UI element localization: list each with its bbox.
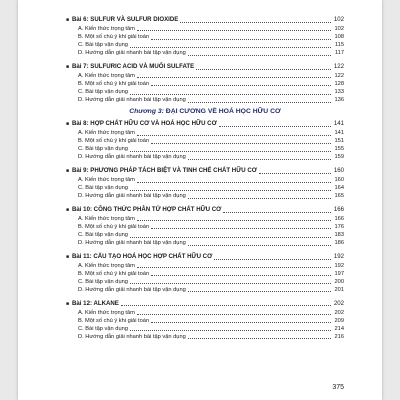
item-label: A. Kiến thức trọng tâm bbox=[78, 72, 135, 79]
item-page: 200 bbox=[334, 278, 344, 285]
toc-item bbox=[66, 96, 344, 104]
dot-leader bbox=[188, 338, 331, 339]
toc-lesson-11 bbox=[66, 253, 344, 261]
toc-item bbox=[66, 317, 344, 325]
item-label: B. Một số chú ý khi giải toán bbox=[78, 34, 150, 41]
dot-leader bbox=[130, 94, 331, 95]
item-page: 176 bbox=[334, 223, 344, 230]
square-bullet-icon: ■ bbox=[66, 121, 70, 128]
item-label: C. Bài tập vận dụng bbox=[78, 278, 128, 285]
item-page: 214 bbox=[334, 325, 344, 332]
dot-leader bbox=[196, 69, 331, 70]
toc-item bbox=[66, 325, 344, 333]
dot-leader bbox=[137, 135, 331, 136]
item-label: C. Bài tập vận dụng bbox=[78, 232, 128, 239]
item-page: 108 bbox=[334, 34, 344, 41]
item-label: D. Hướng dẫn giải nhanh bài tập vận dụng bbox=[78, 286, 186, 293]
chapter-prefix: Chương 3: bbox=[129, 108, 164, 116]
lesson-title: Bài 11: CẤU TẠO HOÁ HỌC HỢP CHẤT HỮU CƠ bbox=[72, 252, 213, 260]
toc-item bbox=[66, 278, 344, 286]
toc-item bbox=[66, 49, 344, 57]
item-label: B. Một số chú ý khi giải toán bbox=[78, 270, 150, 277]
toc-lesson-7 bbox=[66, 63, 344, 71]
lesson-page: 166 bbox=[333, 205, 344, 213]
chapter-title: ĐẠI CƯƠNG VỀ HOÁ HỌC HỮU CƠ bbox=[165, 108, 281, 116]
square-bullet-icon: ■ bbox=[66, 63, 70, 70]
item-page: 160 bbox=[334, 177, 344, 184]
item-label: C. Bài tập vận dụng bbox=[78, 89, 128, 96]
lesson-page: 202 bbox=[333, 299, 344, 307]
item-page: 155 bbox=[334, 146, 344, 153]
item-page: 133 bbox=[334, 89, 344, 96]
toc-item bbox=[66, 215, 344, 223]
toc-item bbox=[66, 88, 344, 96]
dot-leader bbox=[130, 190, 331, 191]
dot-leader bbox=[121, 305, 331, 306]
dot-leader bbox=[188, 245, 331, 246]
dot-leader bbox=[151, 85, 331, 86]
dot-leader bbox=[137, 77, 331, 78]
item-label: B. Một số chú ý khi giải toán bbox=[78, 317, 150, 324]
lesson-title: Bài 12: ALKANE bbox=[72, 299, 119, 307]
item-page: 186 bbox=[334, 240, 344, 247]
item-page: 159 bbox=[334, 154, 344, 161]
lesson-title: Bài 6: SULFUR VÀ SULFUR DIOXIDE bbox=[72, 15, 179, 23]
dot-leader bbox=[130, 330, 331, 331]
item-label: C. Bài tập vận dụng bbox=[78, 146, 128, 153]
toc-item bbox=[66, 153, 344, 161]
item-label: A. Kiến thức trọng tâm bbox=[78, 262, 135, 269]
dot-leader bbox=[137, 314, 331, 315]
item-label: B. Một số chú ý khi giải toán bbox=[78, 138, 150, 145]
square-bullet-icon: ■ bbox=[66, 16, 70, 23]
toc-item bbox=[66, 286, 344, 294]
item-page: 216 bbox=[334, 333, 344, 340]
lesson-page: 141 bbox=[333, 120, 344, 128]
toc-item bbox=[66, 262, 344, 270]
lesson-title: Bài 7: SULFURIC ACID VÀ MUỐI SULFATE bbox=[72, 62, 195, 70]
item-label: D. Hướng dẫn giải nhanh bài tập vận dụng bbox=[78, 97, 186, 104]
square-bullet-icon: ■ bbox=[66, 300, 70, 307]
item-page: 166 bbox=[334, 215, 344, 222]
toc-lesson-6 bbox=[66, 16, 344, 24]
toc-item bbox=[66, 145, 344, 153]
dot-leader bbox=[130, 47, 331, 48]
item-page: 128 bbox=[334, 80, 344, 87]
toc-lesson-10 bbox=[66, 206, 344, 214]
lesson-title: Bài 8: HỢP CHẤT HỮU CƠ VÀ HOÁ HỌC HỮU CƠ bbox=[72, 120, 217, 128]
item-label: B. Một số chú ý khi giải toán bbox=[78, 80, 150, 87]
item-label: A. Kiến thức trọng tâm bbox=[78, 25, 135, 32]
item-label: D. Hướng dẫn giải nhanh bài tập vận dụng bbox=[78, 333, 186, 340]
square-bullet-icon: ■ bbox=[66, 168, 70, 175]
lesson-page: 102 bbox=[333, 15, 344, 23]
dot-leader bbox=[151, 275, 331, 276]
item-label: D. Hướng dẫn giải nhanh bài tập vận dụng bbox=[78, 50, 186, 57]
dot-leader bbox=[223, 212, 331, 213]
toc-item bbox=[66, 72, 344, 80]
toc-item bbox=[66, 223, 344, 231]
toc-lesson-12 bbox=[66, 300, 344, 308]
item-label: C. Bài tập vận dụng bbox=[78, 185, 128, 192]
toc-item bbox=[66, 192, 344, 200]
dot-leader bbox=[259, 173, 331, 174]
toc-item bbox=[66, 333, 344, 341]
item-page: 164 bbox=[334, 185, 344, 192]
lesson-page: 122 bbox=[333, 62, 344, 70]
dot-leader bbox=[130, 237, 331, 238]
dot-leader bbox=[130, 283, 331, 284]
dot-leader bbox=[219, 126, 331, 127]
toc-item bbox=[66, 41, 344, 49]
item-label: C. Bài tập vận dụng bbox=[78, 42, 128, 49]
dot-leader bbox=[180, 22, 331, 23]
item-page: 122 bbox=[334, 72, 344, 79]
item-page: 201 bbox=[334, 286, 344, 293]
dot-leader bbox=[137, 220, 331, 221]
dot-leader bbox=[214, 259, 331, 260]
item-label: C. Bài tập vận dụng bbox=[78, 325, 128, 332]
toc-lesson-8 bbox=[66, 120, 344, 128]
item-page: 151 bbox=[334, 138, 344, 145]
toc-item bbox=[66, 129, 344, 137]
toc-item bbox=[66, 80, 344, 88]
dot-leader bbox=[130, 151, 331, 152]
item-label: D. Hướng dẫn giải nhanh bài tập vận dụng bbox=[78, 193, 186, 200]
dot-leader bbox=[188, 102, 331, 103]
square-bullet-icon: ■ bbox=[66, 253, 70, 260]
chapter-heading bbox=[66, 106, 344, 117]
item-page: 141 bbox=[334, 130, 344, 137]
toc-item bbox=[66, 239, 344, 247]
item-page: 183 bbox=[334, 232, 344, 239]
item-page: 136 bbox=[334, 97, 344, 104]
table-of-contents bbox=[66, 16, 344, 341]
item-label: A. Kiến thức trọng tâm bbox=[78, 215, 135, 222]
item-page: 197 bbox=[334, 270, 344, 277]
toc-item bbox=[66, 137, 344, 145]
item-label: A. Kiến thức trọng tâm bbox=[78, 309, 135, 316]
square-bullet-icon: ■ bbox=[66, 206, 70, 213]
lesson-page: 160 bbox=[333, 167, 344, 175]
dot-leader bbox=[188, 55, 331, 56]
item-page: 102 bbox=[334, 25, 344, 32]
dot-leader bbox=[137, 182, 331, 183]
item-label: B. Một số chú ý khi giải toán bbox=[78, 223, 150, 230]
item-label: D. Hướng dẫn giải nhanh bài tập vận dụng bbox=[78, 240, 186, 247]
toc-item bbox=[66, 270, 344, 278]
toc-lesson-9 bbox=[66, 167, 344, 175]
toc-item bbox=[66, 176, 344, 184]
dot-leader bbox=[137, 267, 331, 268]
dot-leader bbox=[151, 322, 331, 323]
toc-item bbox=[66, 184, 344, 192]
dot-leader bbox=[188, 198, 331, 199]
page-number: 375 bbox=[332, 384, 344, 391]
item-label: A. Kiến thức trọng tâm bbox=[78, 177, 135, 184]
dot-leader bbox=[151, 39, 331, 40]
item-label: A. Kiến thức trọng tâm bbox=[78, 130, 135, 137]
lesson-title: Bài 9: PHƯƠNG PHÁP TÁCH BIỆT VÀ TINH CHẾ CHẤT HỮU CƠ bbox=[72, 167, 257, 175]
item-page: 209 bbox=[334, 317, 344, 324]
toc-item bbox=[66, 25, 344, 33]
lesson-title: Bài 10: CÔNG THỨC PHÂN TỬ HỢP CHẤT HỮU CƠ bbox=[72, 205, 222, 213]
item-page: 202 bbox=[334, 309, 344, 316]
dot-leader bbox=[137, 30, 331, 31]
dot-leader bbox=[188, 291, 331, 292]
lesson-page: 192 bbox=[333, 252, 344, 260]
dot-leader bbox=[151, 143, 331, 144]
dot-leader bbox=[151, 228, 331, 229]
dot-leader bbox=[188, 159, 331, 160]
item-page: 192 bbox=[334, 262, 344, 269]
toc-item bbox=[66, 33, 344, 41]
toc-item bbox=[66, 309, 344, 317]
item-page: 115 bbox=[334, 42, 344, 49]
item-page: 165 bbox=[334, 193, 344, 200]
toc-item bbox=[66, 231, 344, 239]
book-page bbox=[18, 0, 382, 400]
item-label: D. Hướng dẫn giải nhanh bài tập vận dụng bbox=[78, 154, 186, 161]
item-page: 117 bbox=[334, 50, 344, 57]
